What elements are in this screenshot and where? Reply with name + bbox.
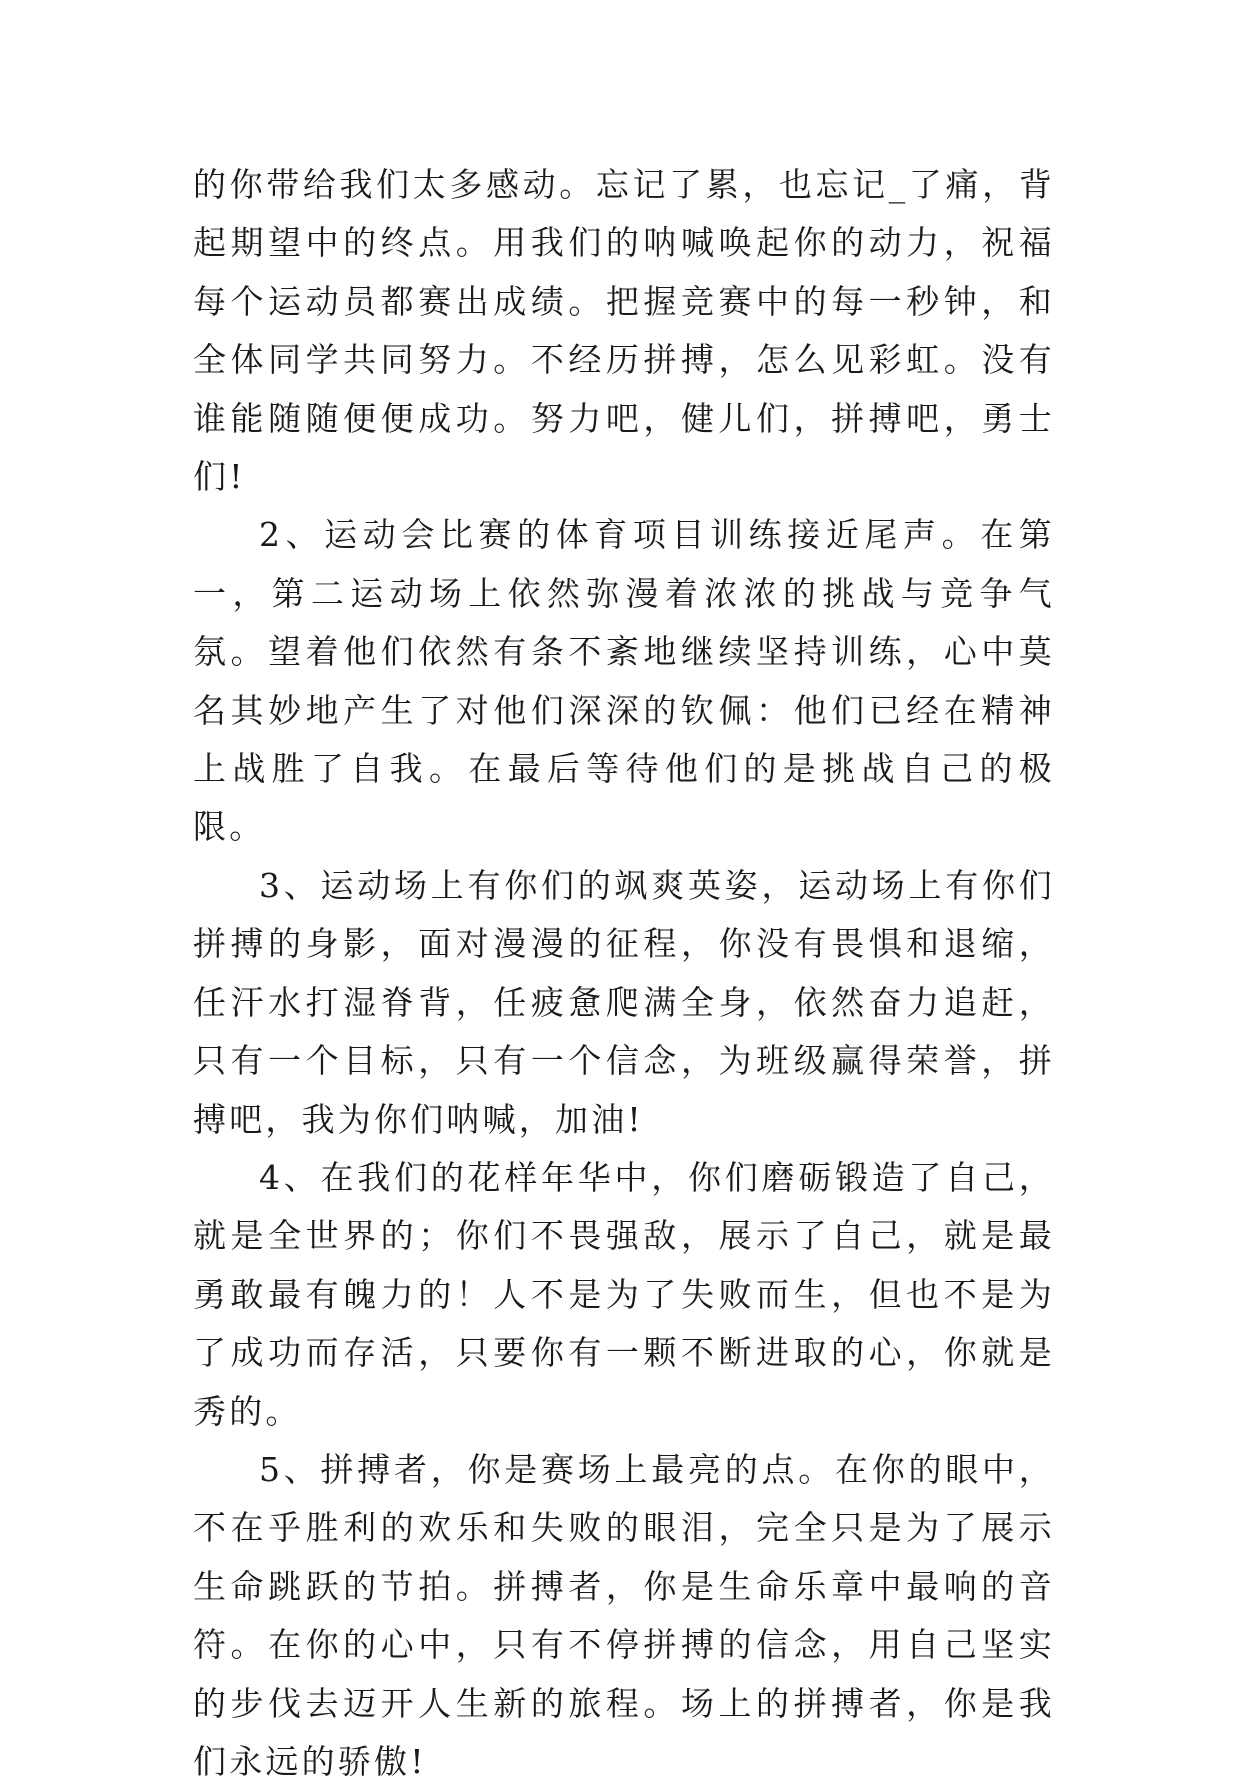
paragraph-item-4: 4、在我们的花样年华中，你们磨砺锻造了自己，就是全世界的；你们不畏强敌，展示了自己，就是最勇敢最有魄力的！人不是为了失败而生，但也不是为了成功而存活，只要你有一颗不断进取的心，你就是秀的。 [193, 1157, 1055, 1431]
paragraph-continuation: 的你带给我们太多感动。忘记了累，也忘记_了痛，背起期望中的终点。用我们的呐喊唤起你的动力，祝福每个运动员都赛出成绩。把握竞赛中的每一秒钟，和全体同学共同努力。不经历拼搏，怎么见彩虹。没有谁能随随便便成功。努力吧，健儿们，拼搏吧，勇士们! [193, 165, 1055, 497]
paragraph-item-5: 5、拼搏者，你是赛场上最亮的点。在你的眼中，不在乎胜利的欢乐和失败的眼泪，完全只是为了展示生命跳跃的节拍。拼搏者，你是生命乐章中最响的音符。在你的心中，只有不停拼搏的信念，用自己坚实的步伐去迈开人生新的旅程。场上的拼搏者，你是我们永远的骄傲! [193, 1449, 1055, 1781]
paragraph-item-2: 2、运动会比赛的体育项目训练接近尾声。在第一，第二运动场上依然弥漫着浓浓的挑战与竞争气氛。望着他们依然有条不紊地继续坚持训练，心中莫名其妙地产生了对他们深深的钦佩：他们已经在精神上战胜了自我。在最后等待他们的是挑战自己的极限。 [193, 515, 1055, 847]
paragraph-item-3: 3、运动场上有你们的飒爽英姿，运动场上有你们拼搏的身影，面对漫漫的征程，你没有畏惧和退缩，任汗水打湿脊背，任疲惫爬满全身，依然奋力追赶，只有一个目标，只有一个信念，为班级赢得荣誉，拼搏吧，我为你们呐喊，加油! [193, 865, 1055, 1139]
document-body [193, 156, 1055, 1791]
